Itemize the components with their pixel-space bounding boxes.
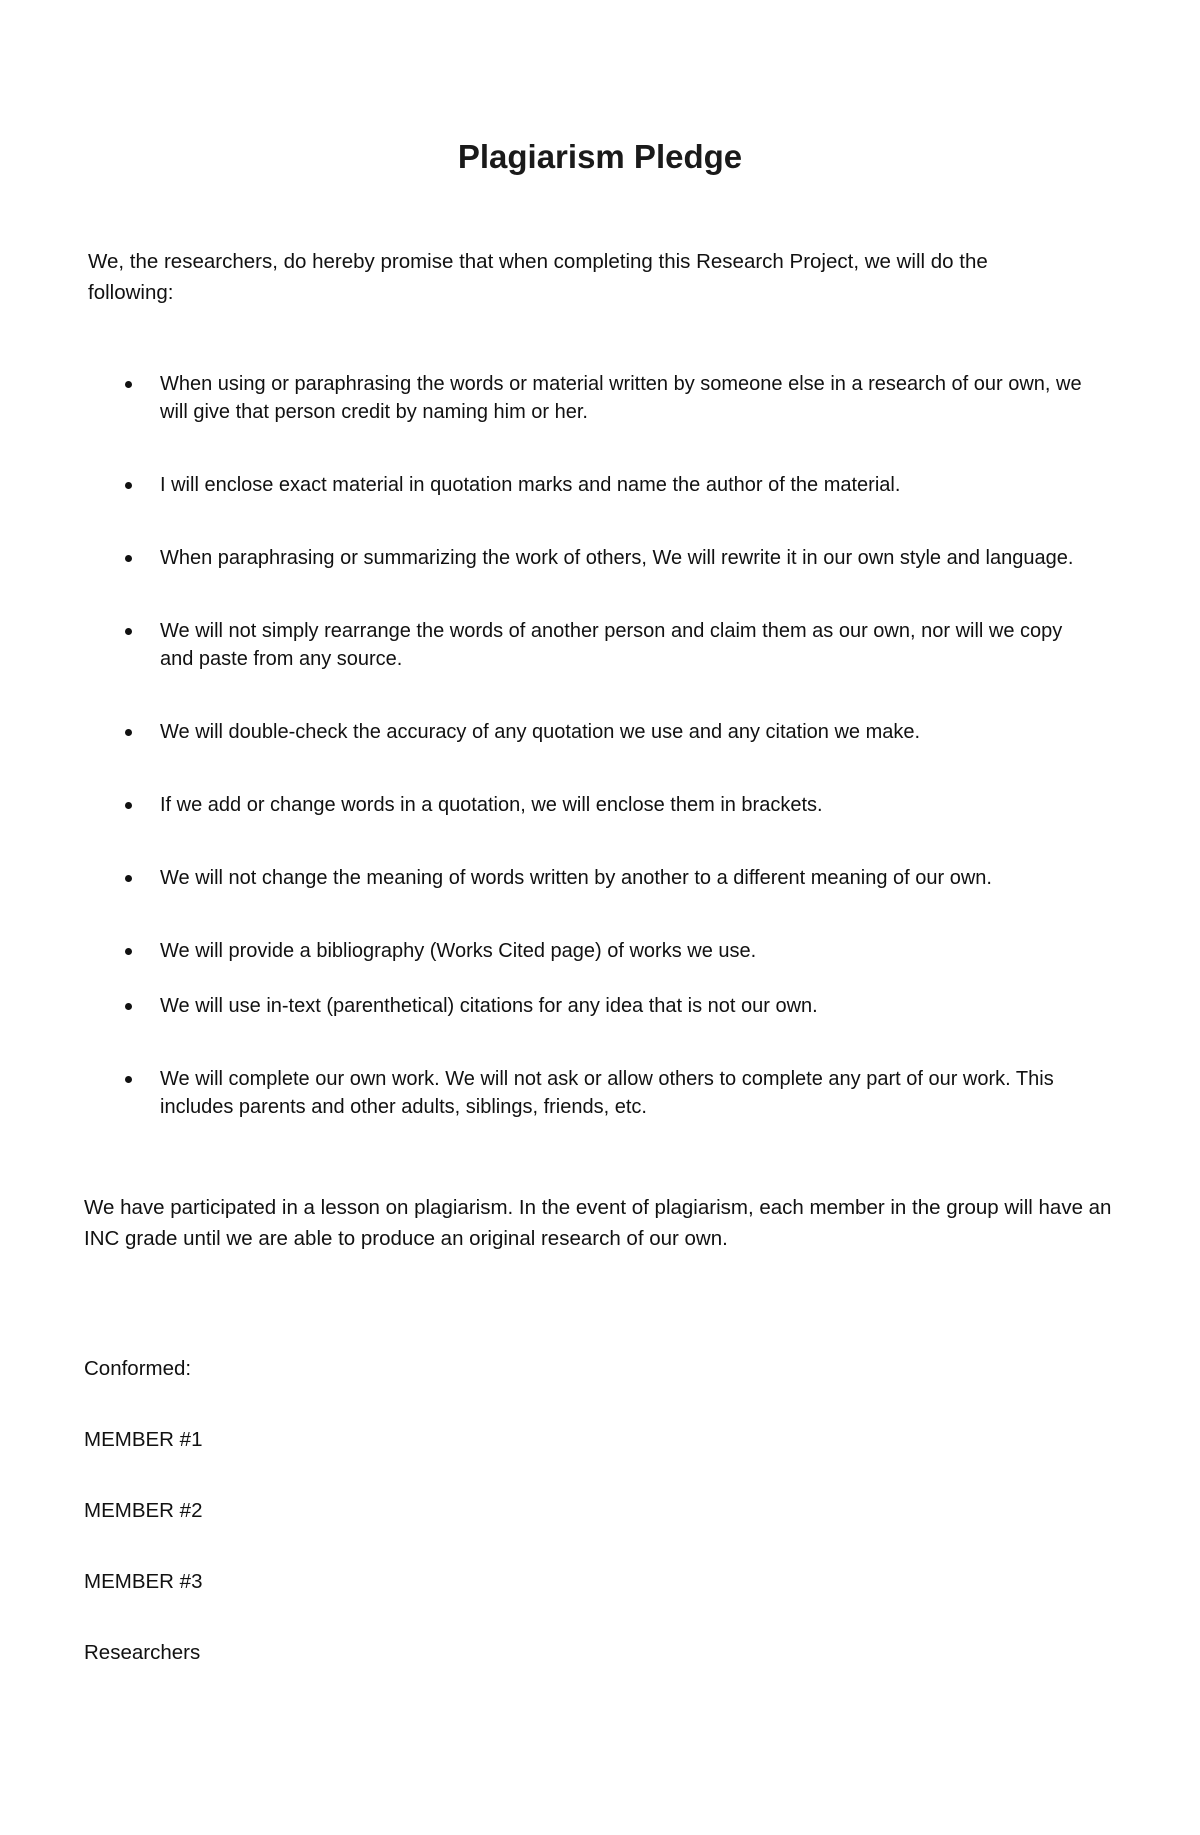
conformed-label: Conformed:	[84, 1357, 192, 1380]
member-1-label: MEMBER #1	[84, 1428, 203, 1451]
pledge-item	[88, 617, 1098, 673]
pledge-item-text: If we add or change words in a quotation, we will enclose them in brackets.	[160, 794, 823, 816]
bullet-icon	[125, 1003, 132, 1010]
bullet-icon	[125, 555, 132, 562]
pledge-item-text: We will use in-text (parenthetical) citations for any idea that is not our own.	[160, 995, 818, 1017]
member-3-label: MEMBER #3	[84, 1570, 203, 1593]
document-title: Plagiarism Pledge	[457, 138, 743, 175]
pledge-item-text: When using or paraphrasing the words or material written by someone else in a research of our own, we will give that person credit by naming him or her.	[160, 373, 1082, 423]
pledge-item	[88, 544, 1098, 572]
pledge-item-text: We will complete our own work. We will not ask or allow others to complete any part of our work. This includes parents and other adults, siblings, friends, etc.	[160, 1068, 1054, 1118]
pledge-item-text: We will not simply rearrange the words of another person and claim them as our own, nor will we copy and paste from any source.	[160, 620, 1063, 670]
researchers-label: Researchers	[84, 1641, 201, 1664]
pledge-item-text: We will not change the meaning of words written by another to a different meaning of our own.	[160, 867, 992, 889]
pledge-item-text: I will enclose exact material in quotation marks and name the author of the material.	[160, 474, 901, 496]
pledge-item	[88, 370, 1098, 426]
pledge-item	[88, 937, 1098, 965]
pledge-item-text: We will double-check the accuracy of any quotation we use and any citation we make.	[160, 721, 921, 743]
pledge-item	[88, 718, 1098, 746]
pledge-item	[88, 864, 1098, 892]
bullet-icon	[125, 482, 132, 489]
bullet-icon	[125, 1076, 132, 1083]
pledge-item	[88, 471, 1098, 499]
bullet-icon	[125, 875, 132, 882]
member-2-label: MEMBER #2	[84, 1499, 203, 1522]
bullet-icon	[125, 802, 132, 809]
pledge-list	[88, 370, 1098, 1121]
bullet-icon	[125, 628, 132, 635]
pledge-item	[88, 791, 1098, 819]
closing-paragraph: We have participated in a lesson on plagiarism. In the event of plagiarism, each member in the group will have an INC grade until we are able to produce an original research of our own.	[84, 1196, 1112, 1250]
bullet-icon	[125, 381, 132, 388]
pledge-item-text: When paraphrasing or summarizing the work of others, We will rewrite it in our own style and language.	[160, 547, 1074, 569]
pledge-item	[88, 992, 1098, 1020]
intro-paragraph: We, the researchers, do hereby promise that when completing this Research Project, we will do the following:	[88, 250, 988, 304]
pledge-item	[88, 1065, 1098, 1121]
bullet-icon	[125, 729, 132, 736]
pledge-item-text: We will provide a bibliography (Works Cited page) of works we use.	[160, 940, 757, 962]
bullet-icon	[125, 948, 132, 955]
